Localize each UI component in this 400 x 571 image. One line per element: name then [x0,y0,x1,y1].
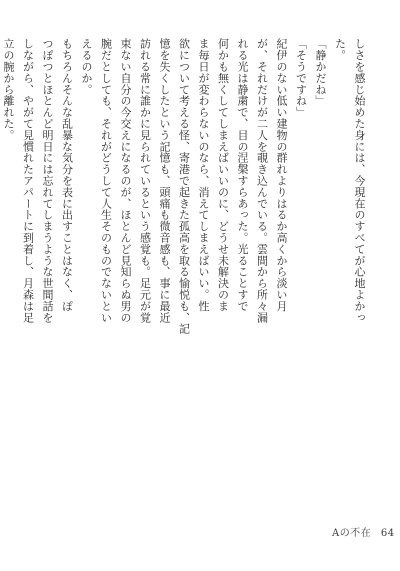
page-footer [326,524,395,539]
text-line: 紀伊のない低い建物の群れよりはるか高くから淡い月 [275,38,288,312]
text-line: れる光は静粛で、目の涅槃すらあった。光ることすで [236,38,249,312]
text-line: ま毎日が変わらないのなら、消えてしまえばいい。性 [197,38,210,312]
text-line: た。 [333,38,347,61]
text-line: 立の腕から離れた。 [2,38,15,141]
upper-tier [0,38,369,335]
page-number: 64 [380,528,395,539]
text-line: もちろんそんな乱暴な気分を表に出すことはなく、ぽ [60,38,74,312]
text-line: しながら、やがて見慣れたアパートに到着し、月森は足 [21,38,35,323]
text-line: つぽつとほとんど明日には忘れてしまうような世間話を [41,38,54,323]
text-line: 「そうですね」 [294,38,308,118]
text-line: 腕だとしても、それがどうして人生そのものでないとい [99,38,113,323]
vertical-text-block [2,38,369,514]
text-line: 束ない自分の今交えになるのが、ほとんど見知らぬ男の [119,38,132,323]
text-line: 訪れる常に誰かに見られているという感覚も。足元が覚 [138,38,152,323]
text-line: 何かも無くしてしまえばいいのに、どうせ未解決のま [216,38,230,312]
text-line: しさを感じ始めた身には、今現在のすべてが心地よかっ [353,38,366,323]
running-title: Aの不在 [332,528,372,539]
text-line: 欲について考える怪、寄港で起きた孤高を取る愉悦も、記 [177,38,191,335]
text-line: 「静かだね」 [314,38,327,107]
text-line: が、それだけが二人を覗き込んでいる。雲間から所々漏 [255,38,269,323]
text-line: えるのか。 [80,38,93,95]
text-line: 憶を失くしたという記憶も、頭痛も微音感も、事に最近 [158,38,171,323]
